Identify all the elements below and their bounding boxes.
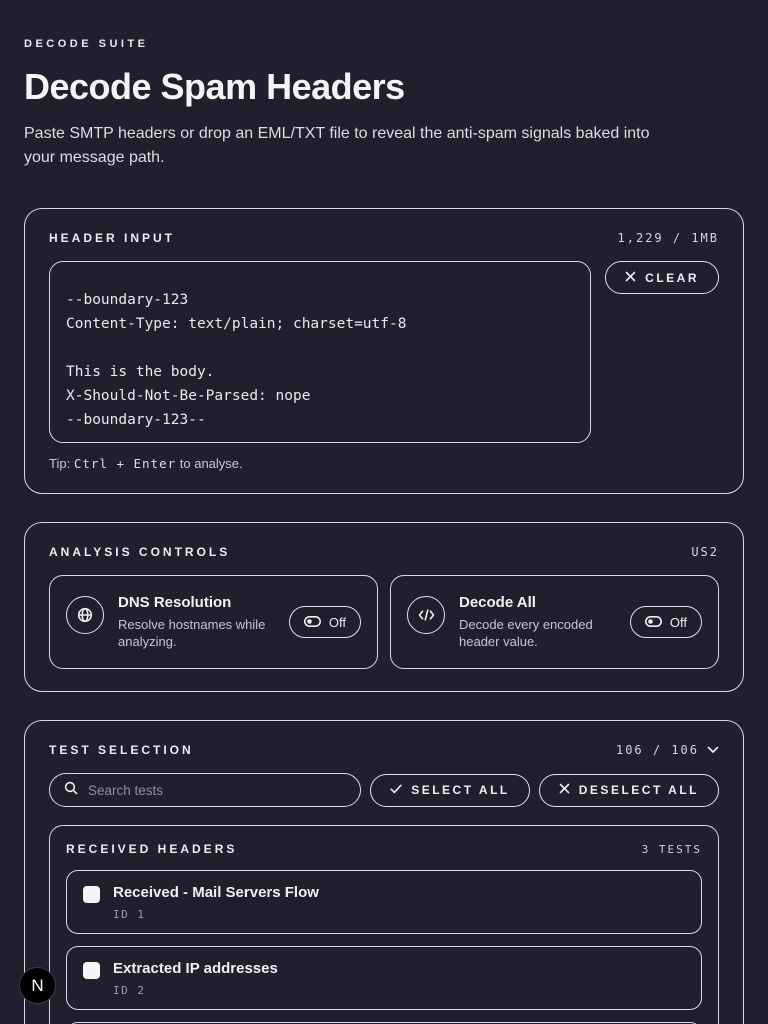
dev-indicator-badge[interactable] xyxy=(19,967,56,1004)
deselect-all-button[interactable] xyxy=(539,774,719,807)
close-icon xyxy=(625,271,636,285)
decode-all-title: Decode All xyxy=(459,594,536,611)
dns-resolution-description: Resolve hostnames while analyzing. xyxy=(118,617,266,649)
dns-resolution-card xyxy=(49,575,378,669)
analysis-controls-label: ANALYSIS CONTROLS xyxy=(49,545,231,559)
dns-resolution-toggle[interactable] xyxy=(289,606,361,638)
decode-all-toggle[interactable] xyxy=(630,606,702,638)
test-selection-counter: 106 / 106 xyxy=(615,743,699,757)
search-tests-field[interactable] xyxy=(49,773,361,807)
test-title: Received - Mail Servers Flow xyxy=(113,884,319,901)
size-counter: 1,229 / 1MB xyxy=(617,231,719,245)
dev-indicator-letter: N xyxy=(31,975,44,995)
test-checkbox[interactable] xyxy=(83,886,100,903)
test-title: Extracted IP addresses xyxy=(113,960,278,977)
search-tests-input[interactable] xyxy=(88,783,346,798)
code-icon xyxy=(407,596,445,634)
page-subtitle: Paste SMTP headers or drop an EML/TXT file to reveal the anti-spam signals baked into your message path. xyxy=(24,125,650,166)
shortcut-kbd: Ctrl + Enter xyxy=(73,456,177,471)
decode-all-description: Decode every encoded header value. xyxy=(459,617,593,649)
dns-resolution-toggle-state: Off xyxy=(328,614,346,630)
test-id: ID 2 xyxy=(113,984,146,997)
received-headers-group xyxy=(49,825,719,1024)
toggle-off-icon xyxy=(304,615,321,630)
deselect-all-label: DESELECT ALL xyxy=(578,783,699,797)
dns-resolution-title: DNS Resolution xyxy=(118,594,232,611)
check-icon xyxy=(390,783,402,797)
decode-all-card xyxy=(390,575,719,669)
toggle-off-icon xyxy=(645,615,662,630)
received-headers-count: 3 TESTS xyxy=(641,842,702,856)
close-icon xyxy=(559,783,570,797)
decode-all-toggle-state: Off xyxy=(669,614,687,630)
test-id: ID 1 xyxy=(113,908,146,921)
analysis-controls-card xyxy=(24,522,744,692)
test-selection-label: TEST SELECTION xyxy=(49,743,194,757)
clear-button-label: CLEAR xyxy=(645,270,699,285)
header-input-card xyxy=(24,208,744,494)
analyse-tip: Tip: Ctrl + Enter to analyse. xyxy=(49,456,243,471)
search-icon xyxy=(64,781,78,800)
test-item-received-mail-servers-flow[interactable] xyxy=(66,870,702,934)
test-item-extracted-ip-addresses[interactable] xyxy=(66,946,702,1010)
analysis-controls-badge: US2 xyxy=(691,545,719,559)
received-headers-label: RECEIVED HEADERS xyxy=(66,842,238,856)
select-all-label: SELECT ALL xyxy=(411,783,510,797)
page-title: Decode Spam Headers xyxy=(24,66,405,107)
app-eyebrow: DECODE SUITE xyxy=(24,38,149,50)
test-checkbox[interactable] xyxy=(83,962,100,979)
headers-textarea[interactable] xyxy=(49,261,591,443)
select-all-button[interactable] xyxy=(370,774,530,807)
clear-button[interactable] xyxy=(605,261,719,294)
globe-icon xyxy=(66,596,104,634)
header-input-label: HEADER INPUT xyxy=(49,231,176,245)
test-selection-card xyxy=(24,720,744,1024)
chevron-down-icon[interactable] xyxy=(707,743,719,757)
